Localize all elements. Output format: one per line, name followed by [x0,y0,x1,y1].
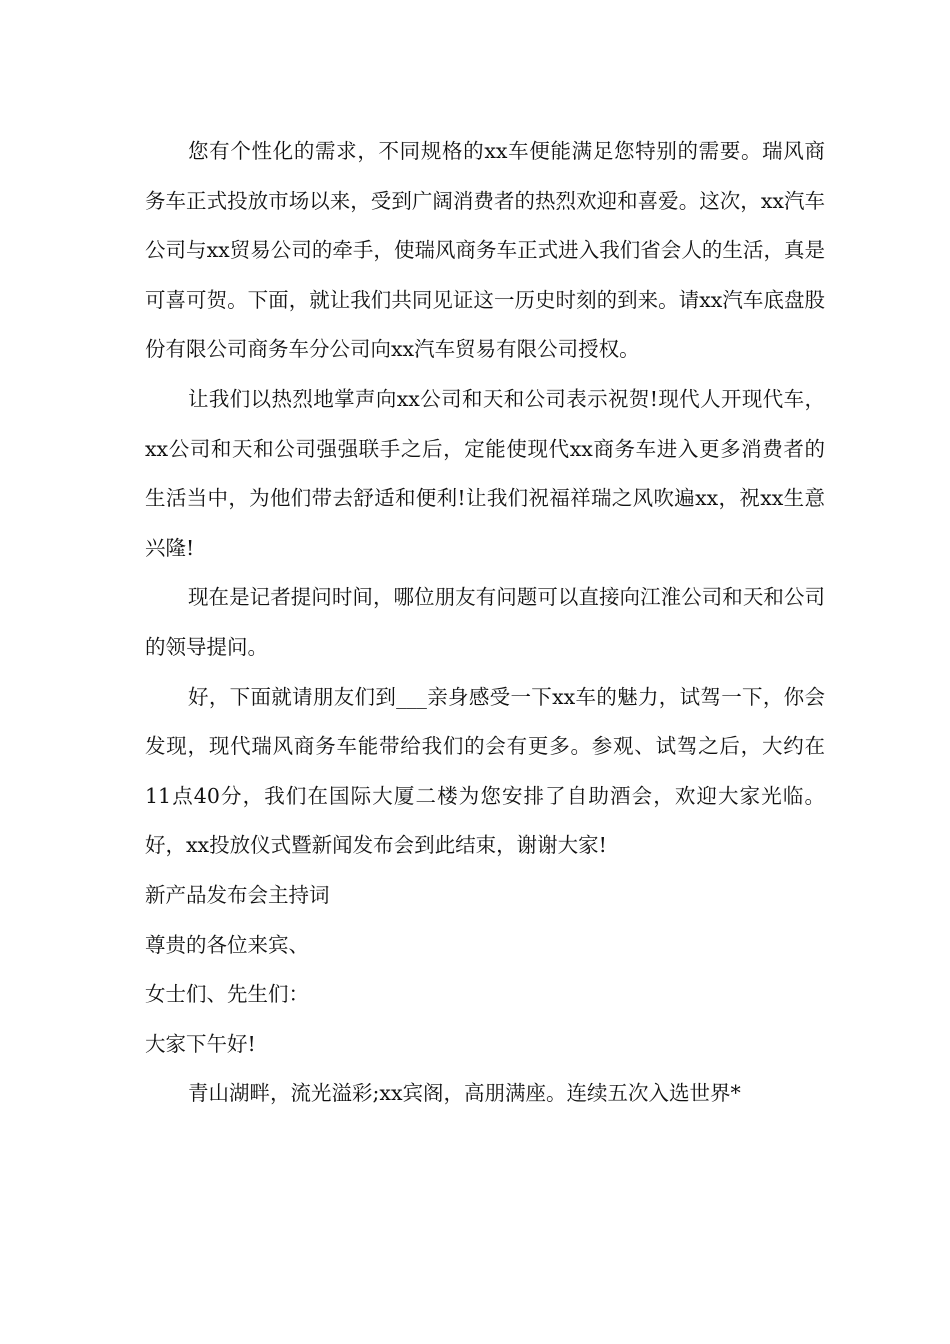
paragraph-press-questions: 现在是记者提问时间，哪位朋友有问题可以直接向江淮公司和天和公司的领导提问。 [145,585,825,659]
greeting-ladies-gentlemen: 女士们、先生们： [145,982,309,1007]
paragraph-test-drive: 好，下面就请朋友们到___亲身感受一下xx车的魅力，试驾一下，你会发现，现代瑞风商务车能带给我们的会有更多。参观、试驾之后，大约在11点40分，我们在国际大厦二楼为您安排了自助酒会，欢迎大家光临。好，xx投放仪式暨新闻发布会到此结束，谢谢大家! [145,684,825,858]
greeting-guests: 尊贵的各位来宾、 [145,932,309,957]
greeting-afternoon: 大家下午好! [145,1031,256,1056]
paragraph-opening: 青山湖畔，流光溢彩;xx宾阁，高朋满座。连续五次入选世界* [188,1081,741,1106]
section-heading: 新产品发布会主持词 [145,882,330,907]
paragraph-vehicle-launch: 您有个性化的需求，不同规格的xx车便能满足您特别的需要。瑞风商务车正式投放市场以来，受到广阔消费者的热烈欢迎和喜爱。这次，xx汽车公司与xx贸易公司的牵手，使瑞风商务车正式进入我们省会人的生活，真是可喜可贺。下面，就让我们共同见证这一历史时刻的到来。请xx汽车底盘股份有限公司商务车分公司向xx汽车贸易有限公司授权。 [145,139,825,362]
document-body [145,127,825,1119]
paragraph-congratulations: 让我们以热烈地掌声向xx公司和天和公司表示祝贺!现代人开现代车，xx公司和天和公司强强联手之后，定能使现代xx商务车进入更多消费者的生活当中，为他们带去舒适和便利!让我们祝福祥瑞之风吹遍xx，祝xx生意兴隆! [145,386,825,560]
